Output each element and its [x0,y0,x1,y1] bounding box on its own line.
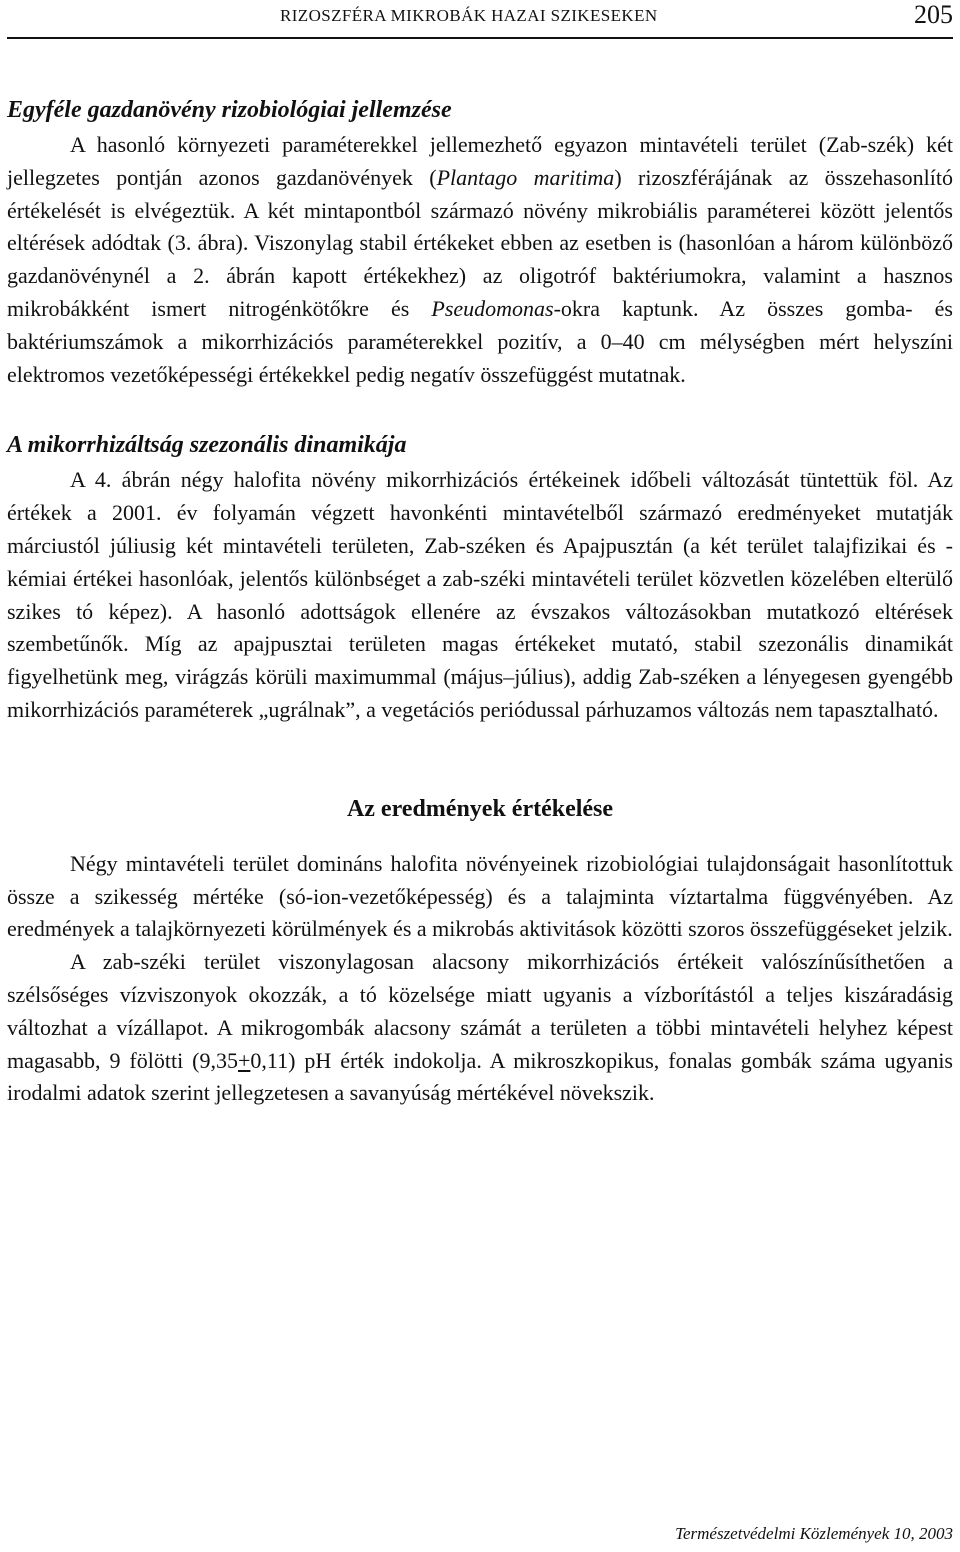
plus-minus-sign: + [238,1047,251,1073]
genus-name: Pseudomonas [431,295,554,321]
page-header [0,0,960,34]
paragraph-evaluation-2 [7,946,953,1110]
text-run: ) rizoszférájának az összehasonlító értékelését is elvégeztük. A két mintapontból származó növény mikrobiális paraméterei között jelentős eltérések adódtak (3. ábra). Viszonylag stabil értékeket ebben az esetben is (hasonlóan a három különböző gazdanövénynél a 2. ábrán kapott értékekhez) az oligotróf baktériumokra, valamint a hasznos mikrobákként ismert nitrogénkötőkre és [7,164,953,321]
section-heading-host-plant: Egyféle gazdanövény rizobiológiai jellemzése [7,97,452,123]
text-run: -okra kaptunk. Az összes gomba- és baktériumszámok a mikorrhizációs paraméterekkel pozitív, a 0–40 cm mélységben mért helyszíni elektromos vezetőképességi értékekkel pedig negatív összefüggést mutatnak. [7,295,953,387]
section-heading-seasonal: A mikorrhizáltság szezonális dinamikája [7,432,407,459]
paragraph-seasonal: A 4. ábrán négy halofita növény mikorrhizációs értékeinek időbeli változását tüntettük föl. Az értékek a 2001. év folyamán végzett havonkénti mintavételből származó eredményeket mutatják márciustól júliusig két mintavételi területen, Zab-széken és Apajpusztán (a két terület talajfizikai és -kémiai értékei hasonlóak, jelentős különbséget a zab-széki mintavételi terület közvetlen közelében elterülő szikes tó képez). A hasonló adottságok ellenére az évszakos változásokban mutatkozó eltérések szembetűnők. Míg az apajpusztai területen magas értékeket mutató, stabil szezonális dinamikát figyelhetünk meg, virágzás körüli maximummal (május–július), addig Zab-széken a lényegesen gyengébb mikorrhizációs paraméterek „ugrálnak”, a vegetációs periódussal párhuzamos változás nem tapasztalható. [7,467,953,722]
text-run: A zab-széki terület viszonylagosan alacsony mikorrhizációs értékeit valószínűsíthetően a szélsőséges vízviszonyok okozzák, a tó közelsége miatt ugyanis a vízborítástól a teljes kiszáradásig változhat a vízállapot. A mikrogombák alacsony számát a területen a többi mintavételi helyhez képest magasabb, 9 fölötti (9,35 [7,949,953,1073]
text-run: A hasonló környezeti paraméterekkel jellemezhető egyazon mintavételi terület (Zab-szék) két jellegzetes pontján azonos gazdanövények ( [7,132,953,190]
text-run: 0,11) pH érték indokolja. A mikroszkopikus, fonalas gombák száma ugyanis irodalmi adatok szerint jellegzetesen a savanyúság mértékével növekszik. [7,1047,953,1106]
species-name: Plantago maritima [436,164,615,190]
section-heading-evaluation: Az eredmények értékelése [346,795,614,822]
journal-footer: Természetvédelmi Közlemények 10, 2003 [675,1524,953,1543]
page-body [7,92,953,1110]
paragraph-evaluation-1: Négy mintavételi terület domináns halofita növényeinek rizobiológiai tulajdonságait hasonlítottuk össze a szikesség mértéke (só-ion-vezetőképesség) és a talajminta víztartalma függvényében. Az eredmények a talajkörnyezeti körülmények és a mikrobás aktivitások közötti szoros összefüggéseket jelzik. [7,850,953,942]
running-title: RIZOSZFÉRA MIKROBÁK HAZAI SZIKESEKEN [280,6,658,25]
paragraph-host-plant [7,129,953,391]
header-rule [7,37,953,39]
page-number: 205 [914,0,953,29]
